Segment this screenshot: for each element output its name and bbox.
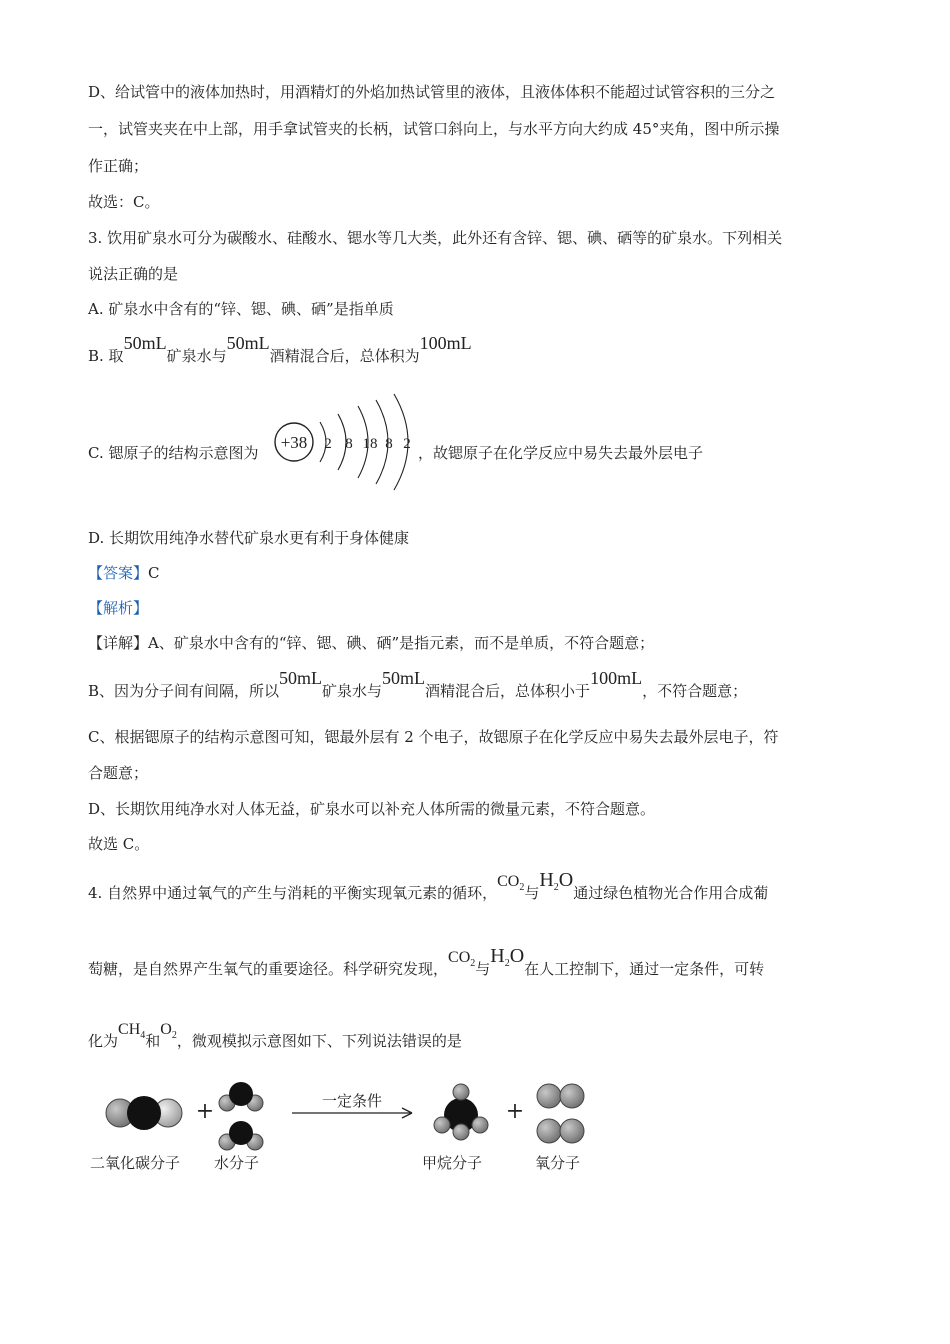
value-50ml: 50mL (123, 333, 167, 353)
formula-h2o: $H_2O$ (490, 945, 525, 969)
plus-sign: + (505, 1099, 525, 1124)
caption-oxygen: 氧分子 (535, 1154, 581, 1172)
detail-conclusion: 故选 C。 (88, 835, 150, 853)
text-line: 作正确； (88, 157, 149, 175)
detail-b-text: ，不符合题意； (642, 682, 748, 700)
text-line: D、给试管中的液体加热时，用酒精灯的外焰加热试管里的液体，且液体体积不能超过试管容积的三分之 (88, 83, 776, 101)
oxygen-molecule-top (537, 1084, 584, 1108)
water-molecule-bottom (219, 1121, 263, 1150)
option-b-text: B. 取 (88, 347, 124, 365)
formula-co2: $CO_2$ (497, 873, 525, 893)
detail-a: 【详解】A、矿泉水中含有的“锌、锶、碘、硒”是指元素，而不是单质，不符合题意； (88, 634, 655, 652)
question-4-text: ，微观模拟示意图如下、下列说法错误的是 (176, 1032, 462, 1050)
option-b-text: 矿泉水与 (166, 347, 227, 365)
connector: 和 (145, 1032, 161, 1050)
value-100ml: 100mL (590, 668, 643, 688)
detail-d: D、长期饮用纯净水对人体无益，矿泉水可以补充人体所需的微量元素，不符合题意。 (88, 800, 656, 818)
value-50ml: 50mL (279, 668, 323, 688)
detail-c-cont: 合题意； (88, 764, 149, 782)
value-50ml: 50mL (226, 333, 270, 353)
question-3: 3. 饮用矿泉水可分为碳酸水、硅酸水、锶水等几大类，此外还有含锌、锶、碘、硒等的矿泉水。下列相关 (88, 229, 783, 247)
caption-methane: 甲烷分子 (422, 1154, 483, 1172)
formula-ch4: $CH_4$ (118, 1021, 146, 1041)
oxygen-molecule-bottom (537, 1119, 584, 1143)
option-a: A. 矿泉水中含有的“锌、锶、碘、硒”是指单质 (88, 300, 394, 318)
detail-b-text: 酒精混合后，总体积小于 (425, 682, 591, 700)
option-c-prefix: C. 锶原子的结构示意图为 (88, 444, 259, 462)
question-4 (88, 869, 769, 906)
question-4-text: 化为 (88, 1032, 119, 1050)
analysis-tag: 【解析】 (88, 599, 149, 617)
answer-value: C (148, 564, 160, 582)
value-100ml: 100mL (419, 333, 472, 353)
question-4-cont (88, 1021, 462, 1054)
option-b-text: 酒精混合后，总体积为 (269, 347, 420, 365)
detail-b-text: B、因为分子间有间隔，所以 (88, 682, 280, 700)
question-4-cont (88, 945, 765, 982)
detail-b-text: 矿泉水与 (322, 682, 383, 700)
question-4-text: 4. 自然界中通过氧气的产生与消耗的平衡实现氧元素的循环， (88, 884, 498, 902)
formula-o2: $O_2$ (160, 1021, 177, 1041)
formula-co2: $CO_2$ (448, 949, 476, 969)
connector: 与 (475, 960, 491, 978)
reaction-condition: 一定条件 (321, 1092, 383, 1110)
connector: 与 (524, 884, 540, 902)
option-c-suffix: ，故锶原子在化学反应中易失去最外层电子 (418, 444, 704, 462)
shell-count: 2 (324, 436, 332, 452)
strontium-atom-diagram (272, 392, 422, 496)
detail-b (88, 668, 748, 701)
caption-co2: 二氧化碳分子 (90, 1154, 181, 1172)
text-line: 一，试管夹夹在中上部，用手拿试管夹的长柄，试管口斜向上，与水平方向大约成 45°夹角，图中所示操 (88, 120, 780, 138)
option-b (88, 333, 472, 366)
shell-count: 8 (385, 436, 393, 452)
detail-c: C、根据锶原子的结构示意图可知，锶最外层有 2 个电子，故锶原子在化学反应中易失去最外层电子，符 (88, 728, 779, 746)
answer-line (88, 563, 160, 583)
formula-h2o: $H_2O$ (539, 869, 574, 893)
question-4-text: 通过绿色植物光合作用合成葡 (573, 884, 769, 902)
reaction-diagram (100, 1076, 600, 1152)
water-molecule-top (219, 1082, 263, 1111)
shell-count: 18 (362, 436, 378, 452)
answer-tag: 【答案】 (88, 564, 149, 582)
option-d: D. 长期饮用纯净水替代矿泉水更有利于身体健康 (88, 529, 410, 547)
question-3-cont: 说法正确的是 (88, 265, 179, 283)
question-4-text: 萄糖，是自然界产生氧气的重要途径。科学研究发现， (88, 960, 449, 978)
caption-water: 水分子 (214, 1154, 260, 1172)
co2-molecule (106, 1096, 182, 1130)
shell-count: 8 (345, 436, 353, 452)
nucleus-charge: +38 (280, 433, 308, 452)
text-line: 故选：C。 (88, 193, 160, 211)
plus-sign: + (195, 1099, 215, 1124)
value-50ml: 50mL (382, 668, 426, 688)
shell-count: 2 (403, 436, 411, 452)
methane-molecule (434, 1084, 488, 1140)
question-4-text: 在人工控制下，通过一定条件，可转 (524, 960, 765, 978)
